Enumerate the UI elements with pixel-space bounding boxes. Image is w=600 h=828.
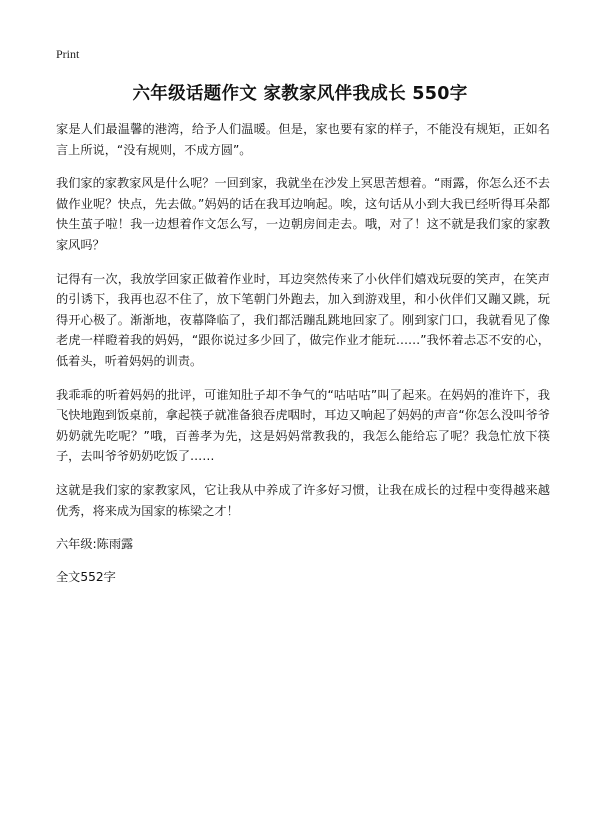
article-body (56, 119, 550, 599)
paragraph-2: 我们家的家教家风是什么呢？一回到家，我就坐在沙发上冥思苦想着。“雨露，你怎么还不去做作业呢？快点，先去做。”妈妈的话在我耳边响起。唉，这句话从小到大我已经听得耳朵都快生茧子啦！我一边想着作文怎么写，一边朝房间走去。哦，对了！这不就是我们家的家教家风吗？ (56, 176, 550, 252)
paragraph-1: 家是人们最温馨的港湾，给予人们温暖。但是，家也要有家的样子，不能没有规矩，正如名言上所说，“没有规则，不成方圆”。 (56, 122, 550, 157)
paragraph-3: 记得有一次，我放学回家正做着作业时，耳边突然传来了小伙伴们嬉戏玩耍的笑声，在笑声的引诱下，我再也忍不住了，放下笔朝门外跑去，加入到游戏里，和小伙伴们又蹦又跳，玩得开心极了。渐渐地，夜幕降临了，我们都活蹦乱跳地回家了。刚到家门口，我就看见了像老虎一样瞪着我的妈妈，“跟你说过多少回了，做完作业才能玩……”我怀着忐忑不安的心，低着头，听着妈妈的训责。 (56, 271, 550, 368)
word-count: 全文552字 (56, 569, 116, 584)
paragraph-5: 这就是我们家的家教家风，它让我从中养成了许多好习惯，让我在成长的过程中变得越来越优秀，将来成为国家的栋梁之才！ (56, 482, 550, 518)
paragraph-4: 我乖乖的听着妈妈的批评，可谁知肚子却不争气的“咕咕咕”叫了起来。在妈妈的准许下，我飞快地跑到饭桌前，拿起筷子就准备狼吞虎咽时，耳边又响起了妈妈的声音“你怎么没叫爷爷奶奶就先吃呢？”哦，百善孝为先，这是妈妈常教我的，我怎么能给忘了呢？我急忙放下筷子，去叫爷爷奶奶吃饭了…… (56, 387, 550, 464)
page-title: 六年级话题作文 家教家风伴我成长 550字 (132, 84, 468, 104)
author-line: 六年级:陈雨露 (56, 537, 134, 552)
print-link[interactable]: Print (56, 47, 80, 61)
